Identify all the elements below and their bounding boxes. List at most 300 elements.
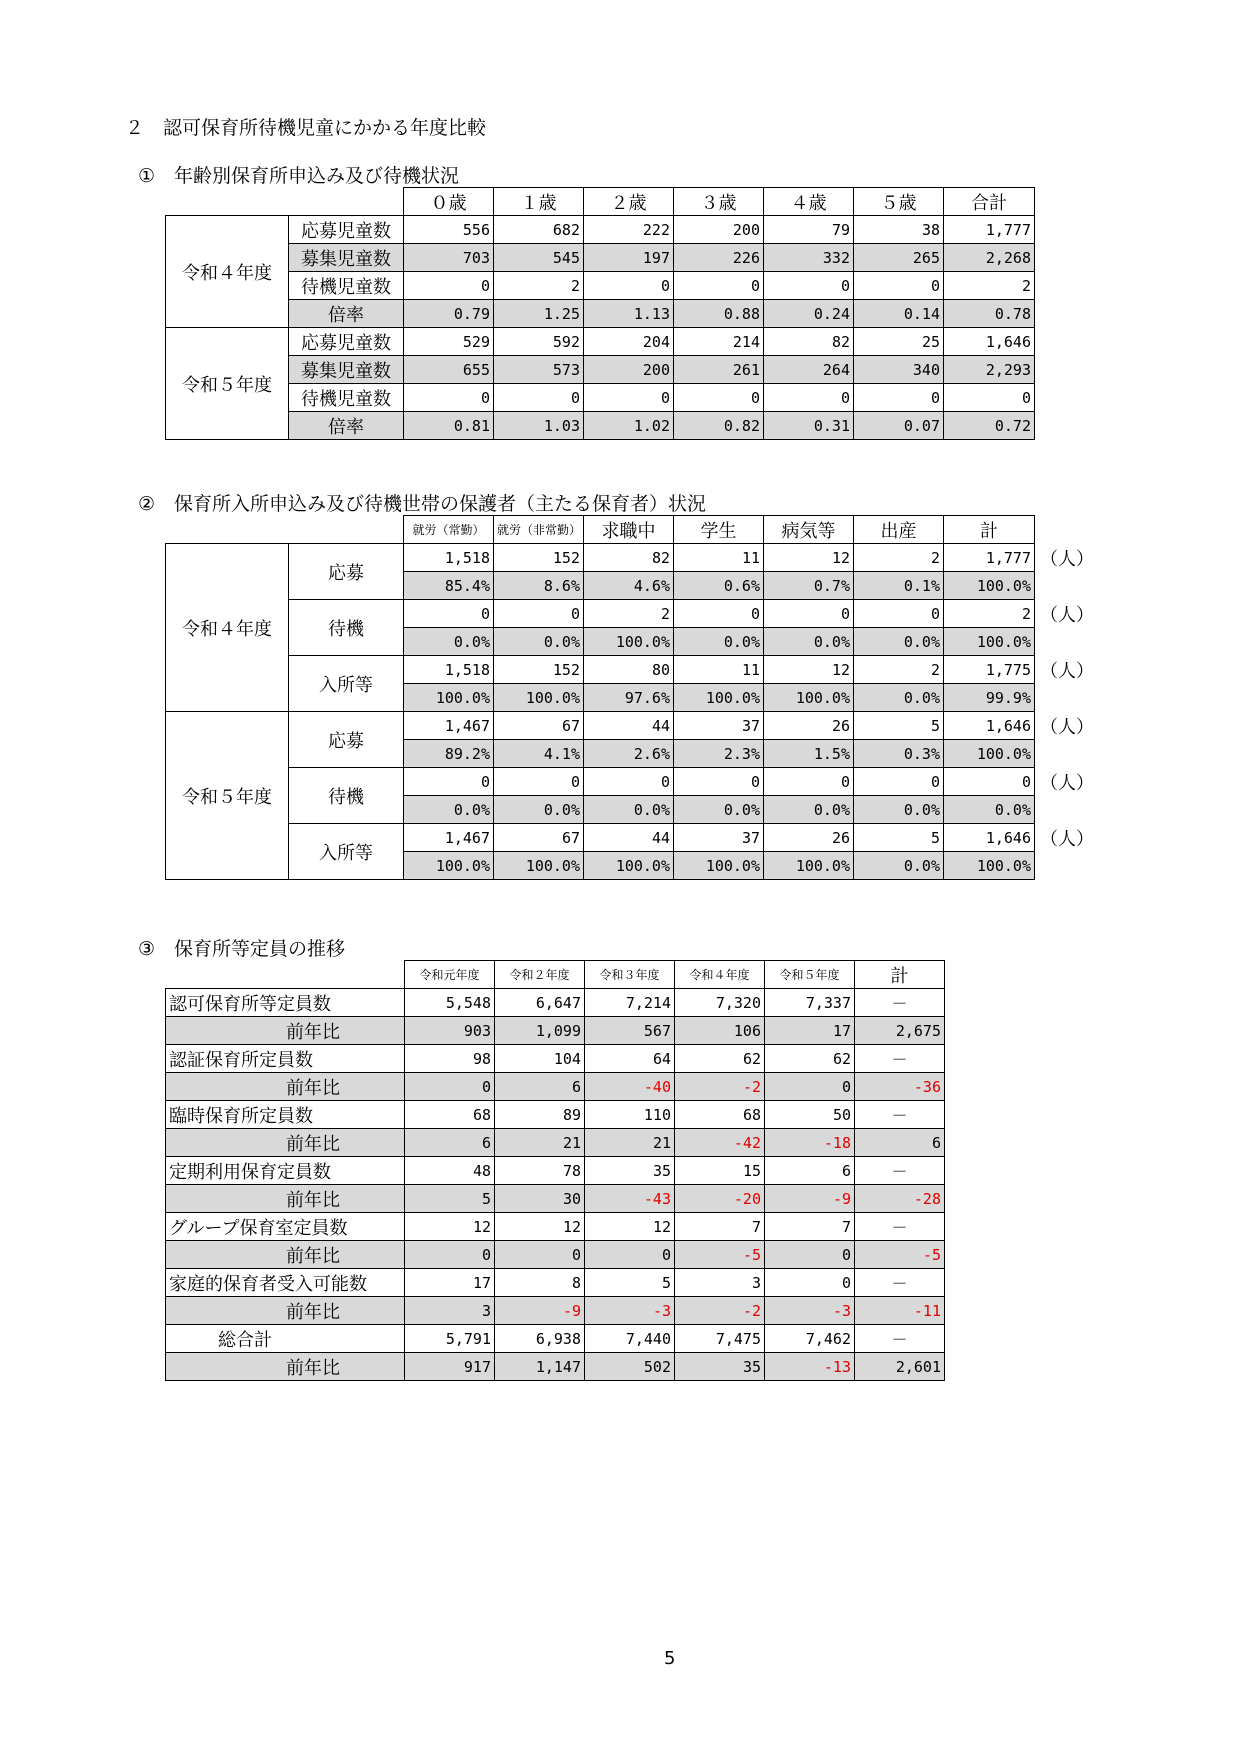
- percent-cell: 0.0%: [944, 796, 1035, 824]
- table-cell: 7,440: [585, 1325, 675, 1353]
- row-label: 前年比: [166, 1017, 405, 1045]
- count-cell: 152: [494, 656, 584, 684]
- sub-group-label: 入所等: [289, 656, 404, 712]
- table-cell: 7,462: [765, 1325, 855, 1353]
- column-header: 令和５年度: [765, 961, 855, 989]
- table-cell: 0: [674, 384, 764, 412]
- table-cell: -43: [585, 1185, 675, 1213]
- table-cell: 917: [405, 1353, 495, 1381]
- row-label: 募集児童数: [289, 356, 404, 384]
- percent-cell: 100.0%: [944, 852, 1035, 880]
- table-row: [166, 600, 1035, 628]
- table-cell: 15: [675, 1157, 765, 1185]
- percent-cell: 0.0%: [584, 796, 674, 824]
- table-cell: 110: [585, 1101, 675, 1129]
- table-cell: 529: [404, 328, 494, 356]
- table-cell: 200: [584, 356, 674, 384]
- column-header: ４歳: [764, 188, 854, 216]
- table-row: [166, 1353, 945, 1381]
- table-cell: 62: [675, 1045, 765, 1073]
- table-cell: 0: [585, 1241, 675, 1269]
- capacity-trend-table: [165, 960, 945, 1381]
- table-row: [166, 1213, 945, 1241]
- unit-label: （人）: [1040, 829, 1094, 850]
- table-row: [166, 244, 1035, 272]
- table-cell: 0.07: [854, 412, 944, 440]
- table-cell: 0: [404, 384, 494, 412]
- row-label: 倍率: [289, 300, 404, 328]
- row-label: 前年比: [166, 1297, 405, 1325]
- table-cell: 7,320: [675, 989, 765, 1017]
- table-row: [166, 328, 1035, 356]
- percent-cell: 0.0%: [854, 628, 944, 656]
- table-cell: 48: [405, 1157, 495, 1185]
- row-label: 総合計: [166, 1325, 405, 1353]
- row-label: 募集児童数: [289, 244, 404, 272]
- table-cell: 903: [405, 1017, 495, 1045]
- row-label: 前年比: [166, 1073, 405, 1101]
- table-cell: 2,601: [855, 1353, 945, 1381]
- table-cell: 3: [405, 1297, 495, 1325]
- table-cell: 0: [765, 1073, 855, 1101]
- table-cell: 78: [495, 1157, 585, 1185]
- table-cell: 573: [494, 356, 584, 384]
- percent-cell: 100.0%: [944, 572, 1035, 600]
- percent-cell: 100.0%: [944, 628, 1035, 656]
- percent-cell: 0.0%: [674, 628, 764, 656]
- header-blank: [166, 516, 404, 544]
- table-cell: 21: [495, 1129, 585, 1157]
- table-row: [166, 1325, 945, 1353]
- column-header: 計: [855, 961, 945, 989]
- table-cell: 6: [405, 1129, 495, 1157]
- row-label: 待機児童数: [289, 272, 404, 300]
- table-cell: 332: [764, 244, 854, 272]
- table-cell: 64: [585, 1045, 675, 1073]
- row-label: 認可保育所等定員数: [166, 989, 405, 1017]
- percent-cell: 0.0%: [404, 628, 494, 656]
- count-cell: 0: [494, 768, 584, 796]
- table-cell: 17: [765, 1017, 855, 1045]
- count-cell: 5: [854, 712, 944, 740]
- column-header: １歳: [494, 188, 584, 216]
- table-cell: -36: [855, 1073, 945, 1101]
- table-cell: 6: [765, 1157, 855, 1185]
- table-cell: 6,938: [495, 1325, 585, 1353]
- percent-cell: 100.0%: [944, 740, 1035, 768]
- table-cell: 204: [584, 328, 674, 356]
- table-cell: 502: [585, 1353, 675, 1381]
- percent-cell: 100.0%: [584, 852, 674, 880]
- table-header-row: [166, 188, 1035, 216]
- count-cell: 44: [584, 824, 674, 852]
- column-header: ０歳: [404, 188, 494, 216]
- sub-group-label: 待機: [289, 768, 404, 824]
- table-cell: 0.31: [764, 412, 854, 440]
- count-cell: 1,777: [944, 544, 1035, 572]
- column-header: 令和３年度: [585, 961, 675, 989]
- row-label: 定期利用保育定員数: [166, 1157, 405, 1185]
- table-row: [166, 1073, 945, 1101]
- count-cell: 1,467: [404, 712, 494, 740]
- table-cell: 0: [854, 272, 944, 300]
- table-cell: 5,791: [405, 1325, 495, 1353]
- table-cell: 7: [675, 1213, 765, 1241]
- table-cell: 0: [404, 272, 494, 300]
- count-cell: 26: [764, 824, 854, 852]
- percent-cell: 97.6%: [584, 684, 674, 712]
- table-row: [166, 216, 1035, 244]
- column-header: 就労（非常勤）: [494, 516, 584, 544]
- table-cell: 0.82: [674, 412, 764, 440]
- table-header-row: [166, 516, 1035, 544]
- table1-title: ① 年齢別保育所申込み及び待機状況: [138, 165, 460, 187]
- count-cell: 0: [764, 600, 854, 628]
- column-header: 病気等: [764, 516, 854, 544]
- table-cell: -18: [765, 1129, 855, 1157]
- percent-cell: 100.0%: [404, 684, 494, 712]
- column-header: 令和元年度: [405, 961, 495, 989]
- age-application-table: [165, 187, 1035, 440]
- count-cell: 0: [404, 600, 494, 628]
- table-cell: 0.72: [944, 412, 1035, 440]
- count-cell: 0: [854, 600, 944, 628]
- percent-cell: 100.0%: [404, 852, 494, 880]
- table-row: [166, 1185, 945, 1213]
- count-cell: 82: [584, 544, 674, 572]
- unit-label: （人）: [1040, 605, 1094, 626]
- table-cell: 1.02: [584, 412, 674, 440]
- row-label: 応募児童数: [289, 216, 404, 244]
- table-cell: 0: [764, 384, 854, 412]
- count-cell: 37: [674, 824, 764, 852]
- table-cell: 38: [854, 216, 944, 244]
- count-cell: 0: [854, 768, 944, 796]
- row-label: 待機児童数: [289, 384, 404, 412]
- table-cell: 567: [585, 1017, 675, 1045]
- table-cell: 2,268: [944, 244, 1035, 272]
- table-cell: 7: [765, 1213, 855, 1241]
- table-cell: 2,293: [944, 356, 1035, 384]
- table-cell: 68: [675, 1101, 765, 1129]
- count-cell: 2: [854, 656, 944, 684]
- table-cell: 7,337: [765, 989, 855, 1017]
- table2-title: ② 保育所入所申込み及び待機世帯の保護者（主たる保育者）状況: [138, 493, 707, 515]
- column-header: ３歳: [674, 188, 764, 216]
- column-header: 就労（常勤）: [404, 516, 494, 544]
- table-cell: 0: [765, 1241, 855, 1269]
- percent-cell: 1.5%: [764, 740, 854, 768]
- table-cell: -3: [585, 1297, 675, 1325]
- table-cell: 1.13: [584, 300, 674, 328]
- count-cell: 11: [674, 656, 764, 684]
- table-row: [166, 272, 1035, 300]
- table-cell: 7,214: [585, 989, 675, 1017]
- row-label: 倍率: [289, 412, 404, 440]
- table-cell: 545: [494, 244, 584, 272]
- table-cell: 0: [405, 1241, 495, 1269]
- table-cell: 0.78: [944, 300, 1035, 328]
- count-cell: 11: [674, 544, 764, 572]
- percent-cell: 0.0%: [494, 796, 584, 824]
- count-cell: 2: [944, 600, 1035, 628]
- table-cell: 200: [674, 216, 764, 244]
- column-header: 令和２年度: [495, 961, 585, 989]
- table-cell: 265: [854, 244, 944, 272]
- table-cell: -28: [855, 1185, 945, 1213]
- count-cell: 1,518: [404, 656, 494, 684]
- table-cell: 0: [495, 1241, 585, 1269]
- table-cell: －: [855, 1101, 945, 1129]
- unit-label: （人）: [1040, 661, 1094, 682]
- percent-cell: 0.0%: [494, 628, 584, 656]
- table-cell: -20: [675, 1185, 765, 1213]
- column-header: 求職中: [584, 516, 674, 544]
- count-cell: 1,518: [404, 544, 494, 572]
- table-cell: 0: [765, 1269, 855, 1297]
- table-row: [166, 712, 1035, 740]
- table-row: [166, 1129, 945, 1157]
- table-cell: 2,675: [855, 1017, 945, 1045]
- year-group-label: 令和５年度: [166, 712, 289, 880]
- header-blank: [166, 961, 405, 989]
- sub-group-label: 応募: [289, 712, 404, 768]
- table-cell: 214: [674, 328, 764, 356]
- percent-cell: 0.0%: [764, 796, 854, 824]
- table-cell: 1,099: [495, 1017, 585, 1045]
- unit-label: （人）: [1040, 773, 1094, 794]
- sub-group-label: 入所等: [289, 824, 404, 880]
- table-cell: －: [855, 1157, 945, 1185]
- percent-cell: 2.6%: [584, 740, 674, 768]
- table-cell: -2: [675, 1073, 765, 1101]
- table-row: [166, 1269, 945, 1297]
- table-cell: -9: [765, 1185, 855, 1213]
- table-row: [166, 1297, 945, 1325]
- table-cell: 340: [854, 356, 944, 384]
- count-cell: 37: [674, 712, 764, 740]
- percent-cell: 99.9%: [944, 684, 1035, 712]
- page-number: 5: [664, 1648, 676, 1669]
- table-cell: -40: [585, 1073, 675, 1101]
- percent-cell: 0.6%: [674, 572, 764, 600]
- table-cell: 682: [494, 216, 584, 244]
- table-cell: -13: [765, 1353, 855, 1381]
- row-label: 認証保育所定員数: [166, 1045, 405, 1073]
- table-cell: 21: [585, 1129, 675, 1157]
- table-cell: 79: [764, 216, 854, 244]
- table-cell: 6: [855, 1129, 945, 1157]
- table-cell: 1,777: [944, 216, 1035, 244]
- count-cell: 1,775: [944, 656, 1035, 684]
- header-blank: [166, 188, 404, 216]
- count-cell: 0: [584, 768, 674, 796]
- percent-cell: 8.6%: [494, 572, 584, 600]
- percent-cell: 0.0%: [674, 796, 764, 824]
- table-cell: 0: [674, 272, 764, 300]
- table-cell: －: [855, 989, 945, 1017]
- table-cell: 0: [405, 1073, 495, 1101]
- table-header-row: [166, 961, 945, 989]
- table-cell: 261: [674, 356, 764, 384]
- table-row: [166, 1241, 945, 1269]
- table-cell: 0.88: [674, 300, 764, 328]
- percent-cell: 0.0%: [854, 684, 944, 712]
- table-cell: －: [855, 1269, 945, 1297]
- table-cell: 0.24: [764, 300, 854, 328]
- row-label: 応募児童数: [289, 328, 404, 356]
- table-cell: -42: [675, 1129, 765, 1157]
- table-row: [166, 768, 1035, 796]
- table-cell: 6,647: [495, 989, 585, 1017]
- column-header: ５歳: [854, 188, 944, 216]
- table-cell: －: [855, 1045, 945, 1073]
- count-cell: 2: [584, 600, 674, 628]
- table-cell: -5: [675, 1241, 765, 1269]
- table-cell: 62: [765, 1045, 855, 1073]
- table-cell: -2: [675, 1297, 765, 1325]
- table-cell: －: [855, 1213, 945, 1241]
- table-cell: 1,646: [944, 328, 1035, 356]
- table-cell: 226: [674, 244, 764, 272]
- sub-group-label: 応募: [289, 544, 404, 600]
- count-cell: 67: [494, 824, 584, 852]
- percent-cell: 0.7%: [764, 572, 854, 600]
- column-header: 令和４年度: [675, 961, 765, 989]
- table-cell: 1.03: [494, 412, 584, 440]
- table-row: [166, 1157, 945, 1185]
- percent-cell: 4.1%: [494, 740, 584, 768]
- table-cell: 30: [495, 1185, 585, 1213]
- count-cell: 12: [764, 656, 854, 684]
- count-cell: 0: [404, 768, 494, 796]
- table-cell: 0.81: [404, 412, 494, 440]
- percent-cell: 0.0%: [764, 628, 854, 656]
- table-cell: 703: [404, 244, 494, 272]
- count-cell: 0: [674, 600, 764, 628]
- count-cell: 1,467: [404, 824, 494, 852]
- row-label: 前年比: [166, 1185, 405, 1213]
- table-cell: 556: [404, 216, 494, 244]
- count-cell: 12: [764, 544, 854, 572]
- table-cell: 0: [584, 272, 674, 300]
- table-cell: 592: [494, 328, 584, 356]
- count-cell: 152: [494, 544, 584, 572]
- table-cell: 222: [584, 216, 674, 244]
- percent-cell: 100.0%: [764, 684, 854, 712]
- table-cell: 12: [585, 1213, 675, 1241]
- table-cell: 12: [405, 1213, 495, 1241]
- percent-cell: 0.0%: [854, 852, 944, 880]
- table-cell: -9: [495, 1297, 585, 1325]
- table-row: [166, 1045, 945, 1073]
- count-cell: 2: [854, 544, 944, 572]
- table-row: [166, 824, 1035, 852]
- table-cell: －: [855, 1325, 945, 1353]
- table-cell: 1.25: [494, 300, 584, 328]
- table-cell: 0: [944, 384, 1035, 412]
- row-label: グループ保育室定員数: [166, 1213, 405, 1241]
- table-cell: 0: [854, 384, 944, 412]
- percent-cell: 0.3%: [854, 740, 944, 768]
- column-header: 学生: [674, 516, 764, 544]
- table-row: [166, 384, 1035, 412]
- table-cell: 0.14: [854, 300, 944, 328]
- count-cell: 80: [584, 656, 674, 684]
- percent-cell: 85.4%: [404, 572, 494, 600]
- table-cell: -11: [855, 1297, 945, 1325]
- row-label: 前年比: [166, 1353, 405, 1381]
- table-cell: 104: [495, 1045, 585, 1073]
- row-label: 家庭的保育者受入可能数: [166, 1269, 405, 1297]
- percent-cell: 100.0%: [674, 684, 764, 712]
- column-header: ２歳: [584, 188, 674, 216]
- column-header: 出産: [854, 516, 944, 544]
- table-cell: 68: [405, 1101, 495, 1129]
- table-cell: 8: [495, 1269, 585, 1297]
- percent-cell: 0.1%: [854, 572, 944, 600]
- table-row: [166, 1101, 945, 1129]
- table-cell: 0: [494, 384, 584, 412]
- table-row: [166, 989, 945, 1017]
- table-row: [166, 412, 1035, 440]
- table-cell: 7,475: [675, 1325, 765, 1353]
- table-cell: 98: [405, 1045, 495, 1073]
- table-cell: 197: [584, 244, 674, 272]
- unit-label: （人）: [1040, 549, 1094, 570]
- count-cell: 1,646: [944, 712, 1035, 740]
- percent-cell: 0.0%: [404, 796, 494, 824]
- table-cell: 3: [675, 1269, 765, 1297]
- count-cell: 5: [854, 824, 944, 852]
- table-cell: 5,548: [405, 989, 495, 1017]
- table-cell: 0: [584, 384, 674, 412]
- percent-cell: 0.0%: [854, 796, 944, 824]
- table-row: [166, 300, 1035, 328]
- table-row: [166, 544, 1035, 572]
- count-cell: 44: [584, 712, 674, 740]
- percent-cell: 89.2%: [404, 740, 494, 768]
- table-cell: 35: [585, 1157, 675, 1185]
- table-row: [166, 656, 1035, 684]
- table-cell: 12: [495, 1213, 585, 1241]
- row-label: 臨時保育所定員数: [166, 1101, 405, 1129]
- table-cell: 17: [405, 1269, 495, 1297]
- column-header: 合計: [944, 188, 1035, 216]
- table-row: [166, 356, 1035, 384]
- table-cell: 264: [764, 356, 854, 384]
- count-cell: 0: [944, 768, 1035, 796]
- table3-title: ③ 保育所等定員の推移: [138, 938, 346, 960]
- section-title: ２ 認可保育所待機児童にかかる年度比較: [125, 117, 487, 139]
- guardian-status-table: [165, 515, 1035, 880]
- table-cell: 106: [675, 1017, 765, 1045]
- table-cell: 0.79: [404, 300, 494, 328]
- percent-cell: 100.0%: [764, 852, 854, 880]
- table-row: [166, 1017, 945, 1045]
- table-cell: 6: [495, 1073, 585, 1101]
- count-cell: 0: [494, 600, 584, 628]
- year-group-label: 令和４年度: [166, 544, 289, 712]
- row-label: 前年比: [166, 1129, 405, 1157]
- table-cell: 1,147: [495, 1353, 585, 1381]
- count-cell: 26: [764, 712, 854, 740]
- table-cell: -3: [765, 1297, 855, 1325]
- percent-cell: 100.0%: [494, 684, 584, 712]
- unit-label: （人）: [1040, 717, 1094, 738]
- year-group-label: 令和５年度: [166, 328, 289, 440]
- table-cell: 82: [764, 328, 854, 356]
